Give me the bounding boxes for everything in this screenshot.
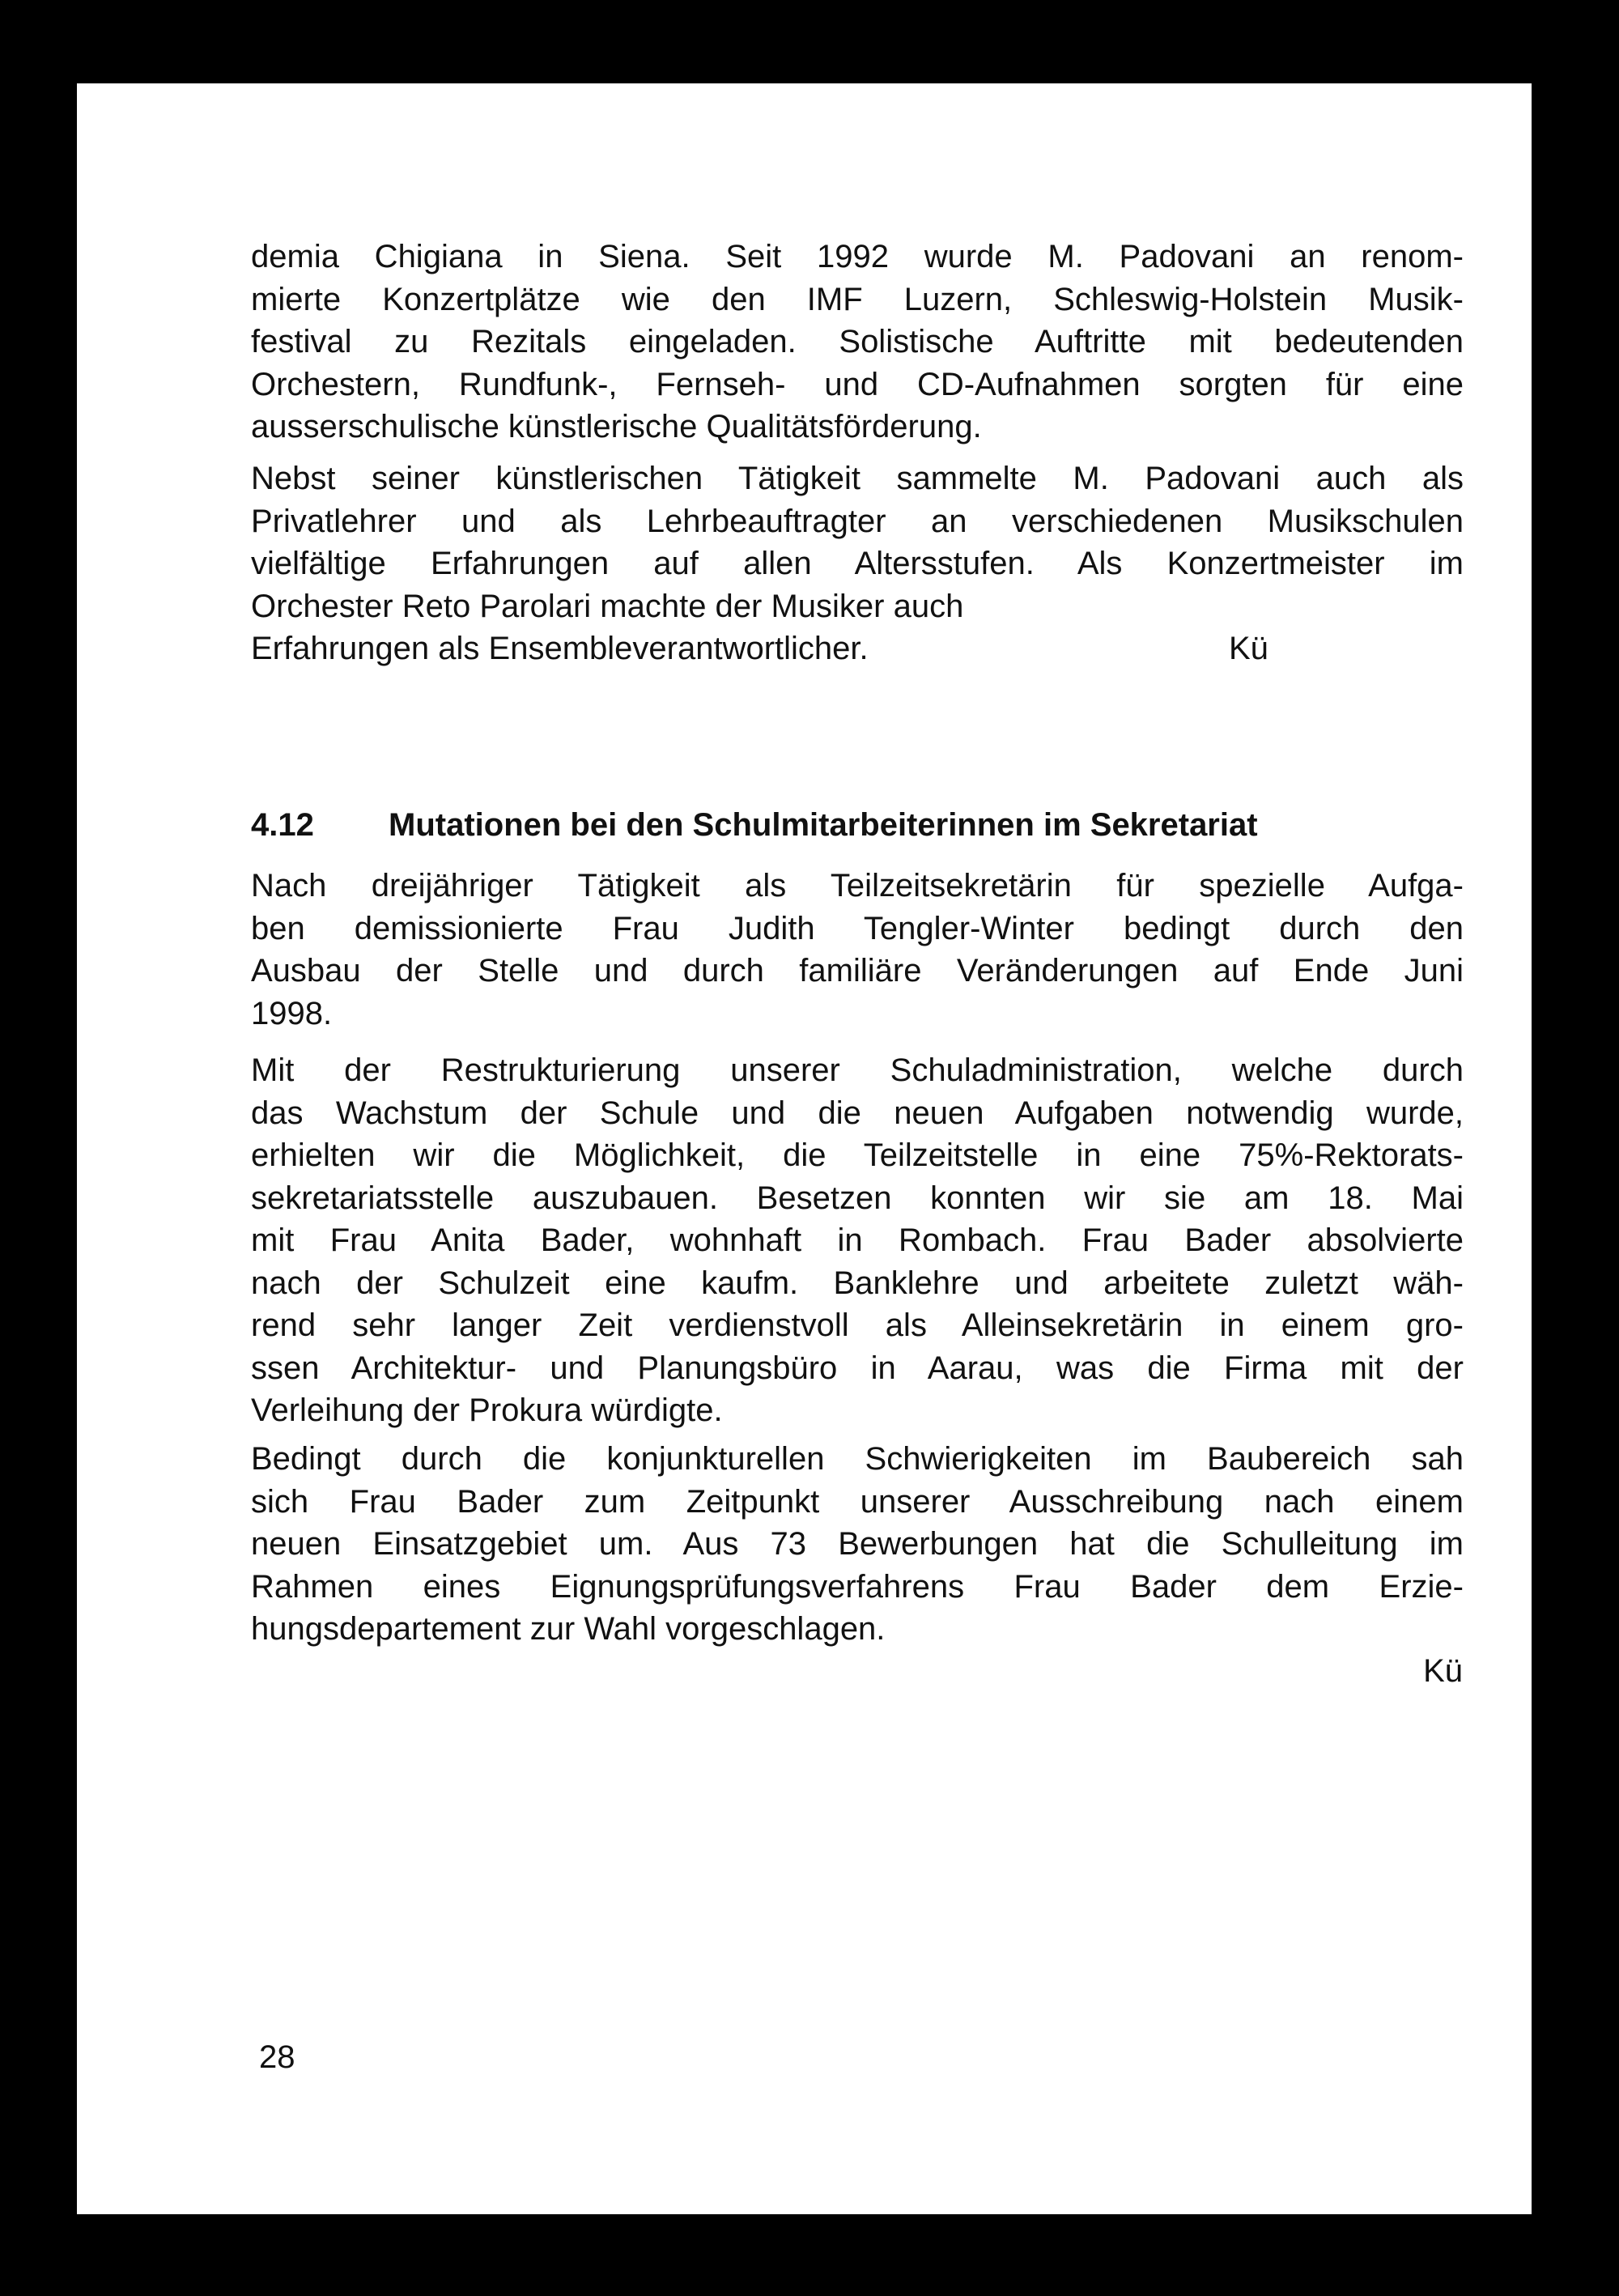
- text-line: 1998.: [251, 995, 333, 1031]
- section-number: 4.12: [251, 807, 314, 843]
- text-line: hungsdepartement zur Wahl vorgeschlagen.: [251, 1611, 886, 1647]
- text-line: Rahmen eines Eignungsprüfungsverfahrens Frau Bader dem Erzie-: [251, 1568, 1464, 1605]
- text-line: festival zu Rezitals eingeladen. Solistische Auftritte mit bedeutenden: [251, 324, 1464, 359]
- text-line: mierte Konzertplätze wie den IMF Luzern, Schleswig-Holstein Musik-: [251, 281, 1464, 317]
- text-line: Bedingt durch die konjunkturellen Schwierigkeiten im Baubereich sah: [251, 1441, 1464, 1477]
- text-line: ausserschulische künstlerische Qualitätsförderung.: [251, 409, 982, 444]
- text-line: sekretariatsstelle auszubauen. Besetzen konnten wir sie am 18. Mai: [251, 1180, 1464, 1216]
- author-signoff: Kü: [1229, 631, 1268, 666]
- section-title: Mutationen bei den Schulmitarbeiterinnen im Sekretariat: [389, 807, 1258, 843]
- paragraph-2: [251, 457, 1464, 670]
- text-line: neuen Einsatzgebiet um. Aus 73 Bewerbungen hat die Schulleitung im: [251, 1526, 1464, 1562]
- text-line: das Wachstum der Schule und die neuen Aufgaben notwendig wurde,: [251, 1095, 1464, 1131]
- text-line: Nach dreijähriger Tätigkeit als Teilzeitsekretärin für spezielle Aufga-: [251, 868, 1464, 904]
- author-signoff: Kü: [1423, 1653, 1463, 1689]
- text-line: ben demissionierte Frau Judith Tengler-Winter bedingt durch den: [251, 910, 1464, 946]
- text-line: rend sehr langer Zeit verdienstvoll als Alleinsekretärin in einem gro-: [251, 1307, 1464, 1343]
- text-line: demia Chigiana in Siena. Seit 1992 wurde M. Padovani an renom-: [251, 239, 1464, 274]
- text-line: sich Frau Bader zum Zeitpunkt unserer Ausschreibung nach einem: [251, 1483, 1464, 1520]
- text-line: nach der Schulzeit eine kaufm. Banklehre und arbeitete zuletzt wäh-: [251, 1265, 1464, 1301]
- page-number: 28: [259, 2039, 295, 2075]
- text-line: ssen Architektur- und Planungsbüro in Aarau, was die Firma mit der: [251, 1350, 1464, 1386]
- text-line: Orchester Reto Parolari machte der Musiker auch: [251, 588, 964, 624]
- text-line: Nebst seiner künstlerischen Tätigkeit sammelte M. Padovani auch als: [251, 461, 1464, 496]
- paragraph-1: [251, 236, 1464, 449]
- text-line: vielfältige Erfahrungen auf allen Altersstufen. Als Konzertmeister im: [251, 546, 1464, 581]
- paragraph-3: [251, 865, 1464, 1035]
- text-line: Verleihung der Prokura würdigte.: [251, 1392, 723, 1428]
- text-line: erhielten wir die Möglichkeit, die Teilzeitstelle in eine 75%-Rektorats-: [251, 1137, 1464, 1173]
- document-page: [77, 83, 1532, 2214]
- text-line: mit Frau Anita Bader, wohnhaft in Rombach. Frau Bader absolvierte: [251, 1222, 1464, 1258]
- text-line: Mit der Restrukturierung unserer Schuladministration, welche durch: [251, 1052, 1464, 1088]
- text-line: Ausbau der Stelle und durch familiäre Veränderungen auf Ende Juni: [251, 953, 1464, 989]
- text-line: Privatlehrer und als Lehrbeauftragter an verschiedenen Musikschulen: [251, 503, 1464, 539]
- paragraph-5: [251, 1438, 1464, 1651]
- section-heading: [251, 804, 1514, 846]
- text-line: Erfahrungen als Ensembleverantwortlicher.: [251, 631, 869, 666]
- paragraph-4: [251, 1049, 1464, 1432]
- text-line: Orchestern, Rundfunk-, Fernseh- und CD-Aufnahmen sorgten für eine: [251, 366, 1464, 402]
